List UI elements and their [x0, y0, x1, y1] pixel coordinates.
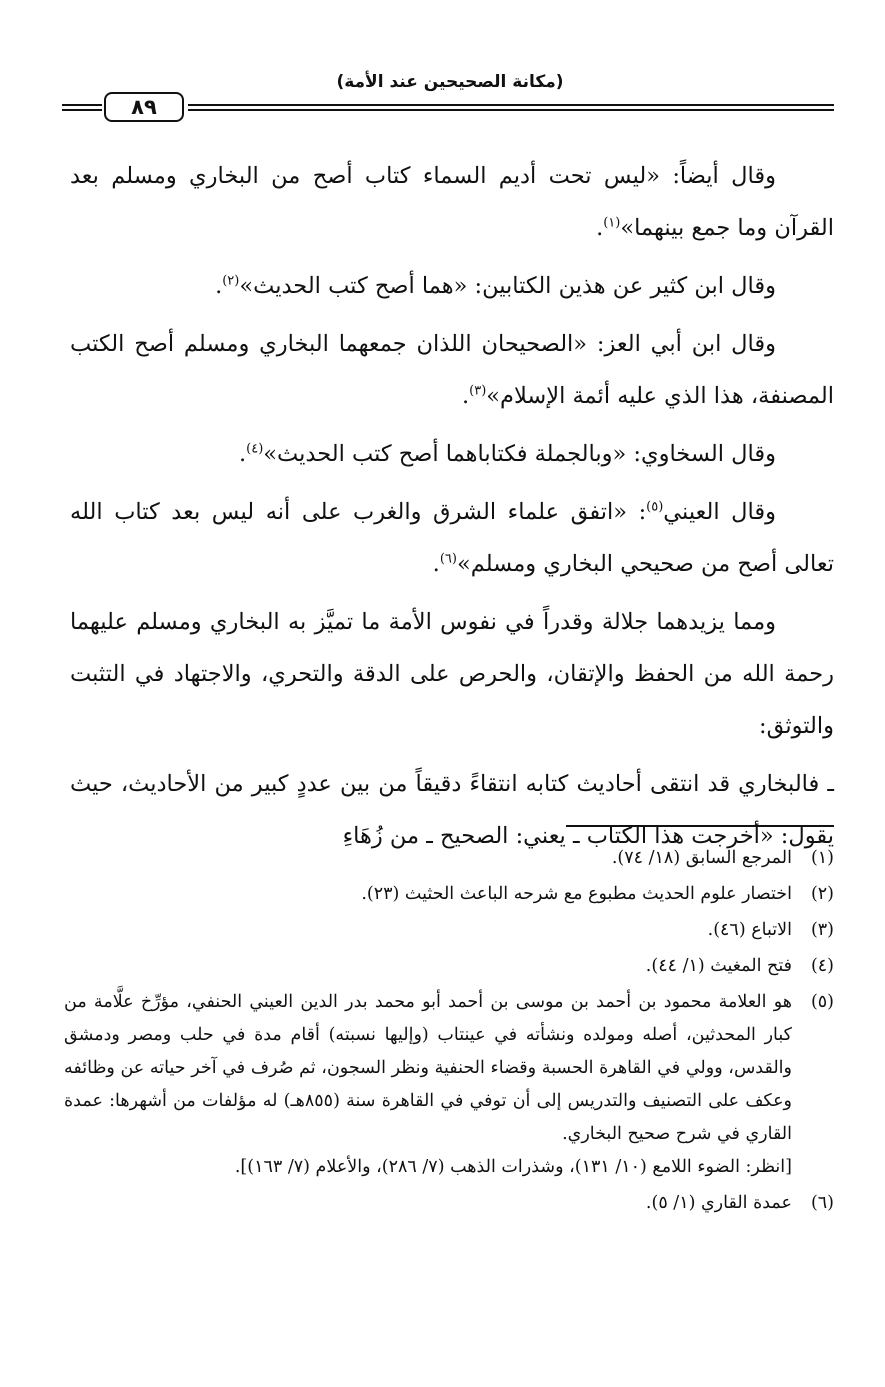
paragraph-text: وقال العيني — [663, 499, 776, 525]
punctuation: . — [432, 551, 440, 577]
paragraph — [70, 428, 834, 480]
footnote-text: فتح المغيث (١/ ٤٤). — [645, 956, 792, 976]
footnote-number: (٥) — [810, 992, 834, 1012]
paragraph — [70, 596, 834, 752]
footnote — [64, 914, 834, 947]
main-text — [70, 150, 834, 868]
footnote-number: (٦) — [810, 1193, 834, 1213]
paragraph — [70, 150, 834, 254]
footnote-ref[interactable]: (٦) — [439, 551, 457, 567]
paragraph-text: وقال أيضاً: «ليس تحت أديم السماء كتاب أصح من البخاري ومسلم بعد القرآن وما جمع بينهما» — [70, 163, 834, 241]
footnote-sources: [انظر: الضوء اللامع (١٠/ ١٣١)، وشذرات الذهب (٧/ ٢٨٦)، والأعلام (٧/ ١٦٣)]. — [234, 1157, 792, 1177]
footnote-text-group — [64, 986, 792, 1184]
footnote-number: (٤) — [810, 956, 834, 976]
paragraph — [70, 318, 834, 422]
footnote — [64, 842, 834, 875]
punctuation: . — [596, 215, 604, 241]
paragraph-text: ومما يزيدهما جلالة وقدراً في نفوس الأمة ما تميَّز به البخاري ومسلم عليهما رحمة الله من الحفظ والإتقان، والحرص على الدقة والتحري، والاجتهاد في التثبت والتوثق: — [70, 609, 834, 739]
header-rule-right — [188, 104, 834, 111]
footnote-ref[interactable]: (٤) — [246, 441, 264, 457]
footnote — [64, 950, 834, 983]
footnote-separator — [566, 825, 834, 827]
paragraph-text: وقال السخاوي: «وبالجملة فكتاباهما أصح كتب الحديث» — [263, 441, 776, 467]
footnote — [64, 878, 834, 911]
punctuation: . — [461, 383, 470, 409]
paragraph-text: ـ فالبخاري قد انتقى أحاديث كتابه انتقاءً دقيقاً من بين عددٍ كبير من الأحاديث، حيث يقول: «أخرجت هذا الكتاب ـ يعني: الصحيح ـ من زُهَاءِ — [70, 771, 834, 849]
running-title: (مكانة الصحيحين عند الأمة) — [336, 72, 564, 92]
paragraph-text: : «اتفق علماء الشرق والغرب على أنه ليس بعد كتاب الله تعالى أصح من صحيحي البخاري ومسلم» — [70, 499, 834, 577]
footnotes — [64, 842, 834, 1223]
paragraph — [70, 486, 834, 590]
footnote-text: الاتباع (٤٦). — [707, 920, 792, 940]
paragraph-text: وقال ابن أبي العز: «الصحيحان اللذان جمعهما البخاري ومسلم أصح الكتب المصنفة، هذا الذي عليه أئمة الإسلام» — [70, 331, 834, 409]
paragraph-text: وقال ابن كثير عن هذين الكتابين: «هما أصح كتب الحديث» — [239, 273, 776, 299]
footnote-ref[interactable]: (٢) — [222, 273, 240, 289]
page-number: ٨٩ — [104, 92, 184, 122]
footnote-ref[interactable]: (٣) — [469, 383, 487, 399]
punctuation: . — [238, 441, 247, 467]
punctuation: . — [215, 273, 223, 299]
footnote-text: اختصار علوم الحديث مطبوع مع شرحه الباعث الحثيث (٢٣). — [361, 884, 792, 904]
footnote-ref[interactable]: (٥) — [646, 499, 664, 515]
footnote-ref[interactable]: (١) — [603, 215, 621, 231]
footnote-text: عمدة القاري (١/ ٥). — [645, 1193, 792, 1213]
footnote-text: هو العلامة محمود بن أحمد بن موسى بن أحمد أبو محمد بدر الدين العيني الحنفي، مؤرِّخ علَّامة من كبار المحدثين، أصله ومولده ونشأته في عينتاب (وإليها نسبته) أقام مدة في حلب ومصر ودمشق والقدس، وولي في القاهرة الحسبة وقضاء الحنفية ونظر السجون، ثم صُرف في آخر حياته عن وظائفه وعكف على التصنيف والتدريس إلى أن توفي في القاهرة سنة (٨٥٥هـ) له مؤلفات من أشهرها: عمدة القاري في شرح صحيح البخاري. — [64, 992, 792, 1144]
paragraph — [70, 260, 834, 312]
footnote-number: (٣) — [810, 920, 834, 940]
footnote-number: (٢) — [810, 884, 834, 904]
footnote-text: المرجع السابق (١٨/ ٧٤). — [611, 848, 792, 868]
footnote-number: (١) — [810, 848, 834, 868]
header-rule-left — [62, 104, 102, 111]
footnote — [64, 986, 834, 1184]
footnote — [64, 1187, 834, 1220]
